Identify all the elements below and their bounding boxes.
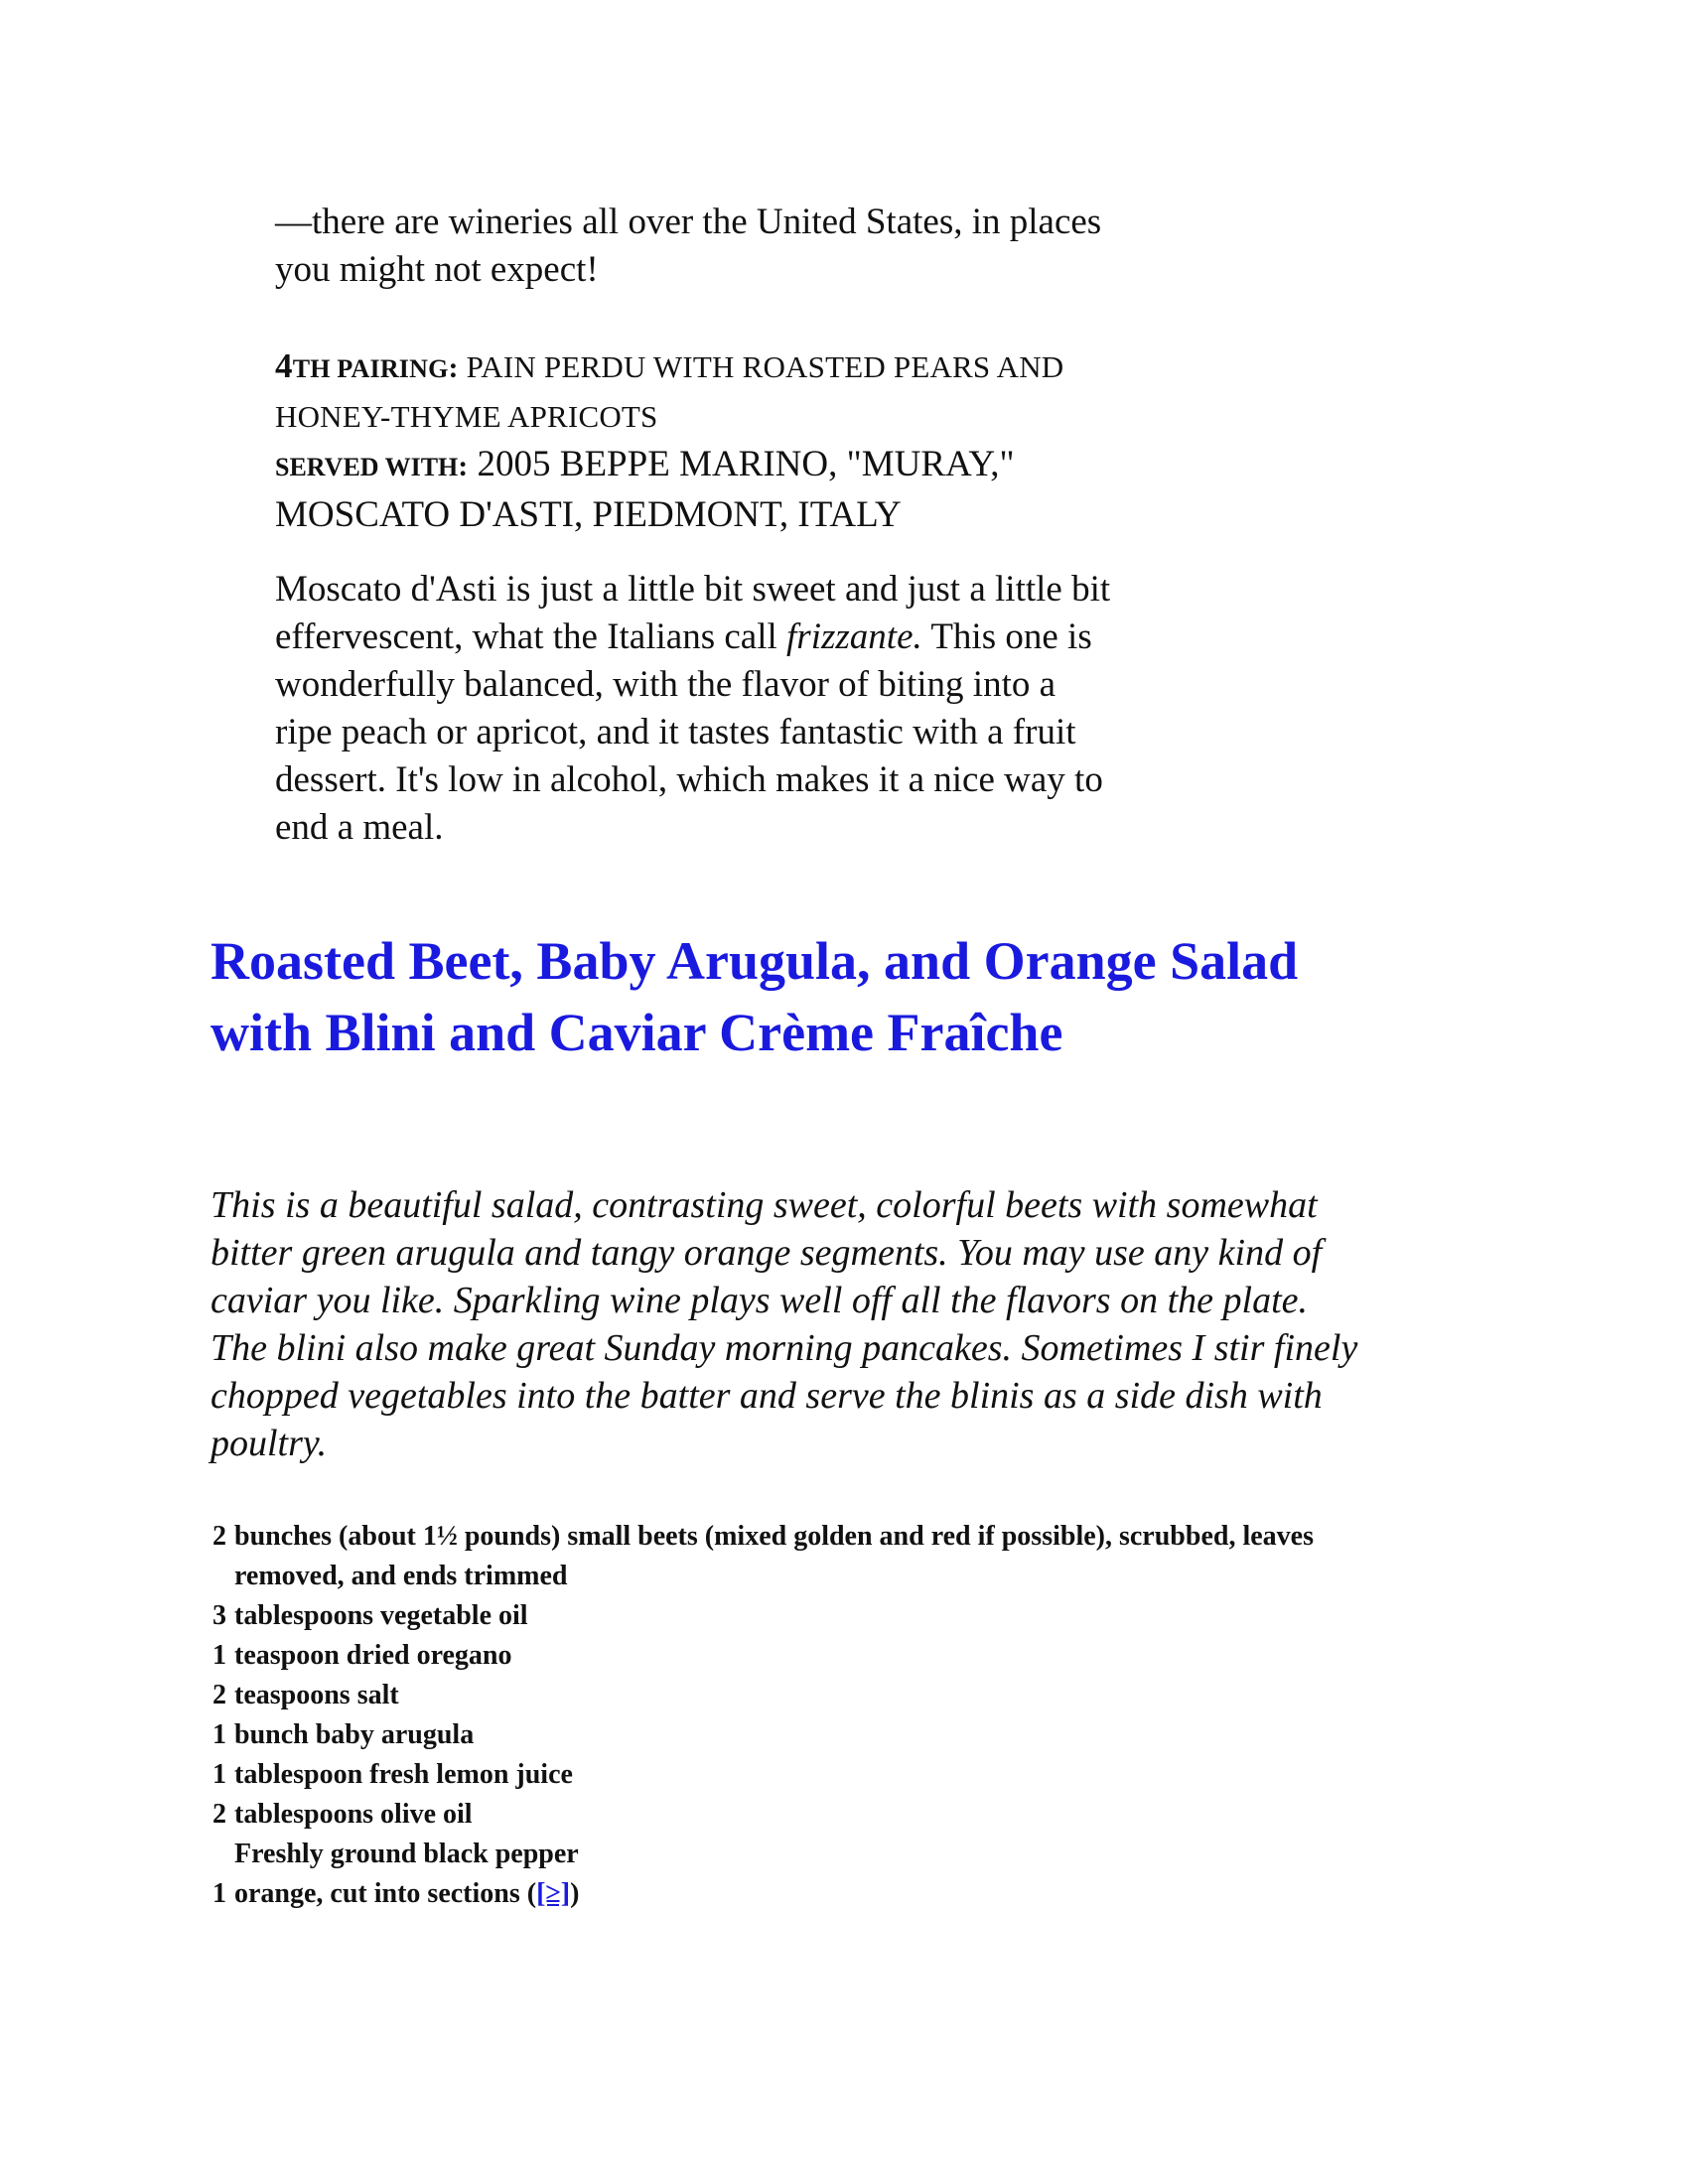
wine-desc-line: Moscato d'Asti is just a little bit sweet and just a little bit [275,569,1111,610]
wine-desc-line: ripe peach or apricot, and it tastes fantastic with a fruit [275,712,1076,752]
wine-desc-line: dessert. It's low in alcohol, which makes it a nice way to [275,759,1103,800]
wine-name-line-2: MOSCATO D'ASTI, PIEDMONT, ITALY [275,494,902,535]
served-with-line [275,441,1268,491]
ingredient-qty: 1 [212,1759,226,1790]
wine-desc-line: end a meal. [275,807,444,848]
intro-tail-paragraph [275,199,1248,294]
ingredient-text: teaspoon dried oregano [234,1640,512,1671]
ingredient-item [212,1874,1503,1914]
ingredient-text: teaspoons salt [234,1680,399,1710]
ingredient-qty: 1 [212,1640,226,1671]
ingredient-qty: 3 [212,1600,226,1631]
italian-term: frizzante. [786,616,922,657]
ingredient-item [212,1755,1503,1795]
pairing-dish-name: PAIN PERDU WITH ROASTED PEARS AND [466,349,1064,384]
pairing-dish-line [275,342,1268,393]
cross-reference-link[interactable]: [≥] [536,1878,571,1909]
pairing-label: 4TH PAIRING: [275,346,459,385]
intro-tail-line: you might not expect! [275,249,599,290]
recipe-intro [211,1181,1501,1467]
recipe-intro-line: caviar you like. Sparkling wine plays well off all the flavors on the plate. [211,1280,1308,1321]
ingredient-item [212,1715,1503,1755]
recipe-intro-line: This is a beautiful salad, contrasting sweet, colorful beets with somewhat [211,1184,1318,1226]
wine-desc-line: wonderfully balanced, with the flavor of biting into a [275,664,1056,705]
ingredient-list [212,1517,1503,1914]
ingredient-text: tablespoons olive oil [234,1799,473,1830]
recipe-intro-line: chopped vegetables into the batter and serve the blinis as a side dish with [211,1375,1323,1417]
recipe-title [211,925,1501,1068]
served-with-label: SERVED WITH: [275,450,469,482]
recipe-intro-line: poultry. [211,1423,328,1464]
wine-description [275,566,1258,852]
wine-name: 2005 BEPPE MARINO, "MURAY," [477,444,1015,484]
ingredient-text: orange, cut into sections ([≥]) [234,1878,580,1909]
recipe-title-line: Roasted Beet, Baby Arugula, and Orange Salad [211,931,1299,991]
ingredient-qty: 2 [212,1521,226,1552]
wine-desc-line: effervescent, what the Italians call frizzante. This one is [275,616,1092,657]
intro-tail-line: —there are wineries all over the United States, in places [275,202,1102,242]
ingredient-text: Freshly ground black pepper [234,1839,579,1869]
ingredient-text: tablespoons vegetable oil [234,1600,528,1631]
wine-pairing [275,342,1268,539]
ingredient-item [212,1676,1503,1715]
ingredient-qty: 2 [212,1680,226,1710]
ingredient-item [212,1636,1503,1676]
pairing-dish-line-2: HONEY-THYME APRICOTS [275,399,658,434]
ingredient-item [212,1795,1503,1835]
recipe-intro-line: bitter green arugula and tangy orange segments. You may use any kind of [211,1232,1323,1274]
ingredient-text: bunch baby arugula [234,1719,475,1750]
ingredient-item [212,1517,1503,1596]
ingredient-item [212,1835,1503,1874]
ingredient-qty: 1 [212,1719,226,1750]
ingredient-qty: 2 [212,1799,226,1830]
recipe-title-line: with Blini and Caviar Crème Fraîche [211,1003,1063,1062]
ingredient-text: tablespoon fresh lemon juice [234,1759,573,1790]
ingredient-text: bunches (about 1½ pounds) small beets (mixed golden and red if possible), scrubbed, leaves [234,1521,1314,1552]
ingredient-text-continued: removed, and ends trimmed [234,1561,568,1591]
recipe-intro-line: The blini also make great Sunday morning pancakes. Sometimes I stir finely [211,1327,1358,1369]
ingredient-item [212,1596,1503,1636]
ingredient-qty: 1 [212,1878,226,1909]
